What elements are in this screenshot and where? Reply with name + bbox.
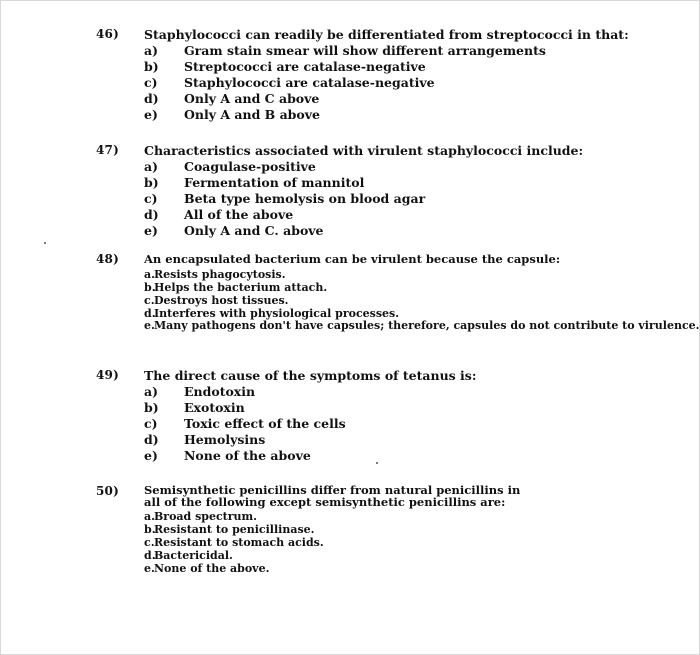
option-d bbox=[144, 91, 319, 106]
option-text: Only A and C above bbox=[184, 91, 320, 106]
option-text: Broad spectrum. bbox=[154, 510, 258, 523]
option-a bbox=[144, 268, 286, 281]
question-number: 48) bbox=[96, 252, 119, 266]
option-label: c) bbox=[144, 191, 158, 206]
option-label: e) bbox=[144, 448, 158, 463]
option-text: Toxic effect of the cells bbox=[184, 416, 346, 431]
option-b bbox=[144, 175, 364, 190]
option-text: Resists phagocytosis. bbox=[154, 268, 286, 281]
question-text: Staphylococci can readily be differentiated from streptococci in that: bbox=[144, 27, 629, 42]
question-number: 47) bbox=[96, 143, 119, 157]
question-number: 50) bbox=[96, 484, 119, 498]
question-text: Semisynthetic penicillins differ from natural penicillins in all of the following except semisynthetic penicillins are: bbox=[144, 483, 521, 509]
option-d bbox=[144, 432, 265, 447]
option-b bbox=[144, 281, 327, 294]
option-e bbox=[144, 562, 269, 575]
option-text: Beta type hemolysis on blood agar bbox=[184, 191, 426, 206]
option-label: d) bbox=[144, 432, 159, 447]
option-label: d) bbox=[144, 207, 159, 222]
option-label: b. bbox=[144, 281, 156, 294]
option-b bbox=[144, 400, 245, 415]
option-text: Fermentation of mannitol bbox=[184, 175, 365, 190]
scan-speck bbox=[376, 462, 378, 464]
option-text: Gram stain smear will show different arrangements bbox=[184, 43, 546, 58]
option-text: None of the above bbox=[184, 448, 311, 463]
option-text: Bactericidal. bbox=[154, 549, 233, 562]
option-a bbox=[144, 159, 316, 174]
option-a bbox=[144, 510, 257, 523]
option-label: b) bbox=[144, 175, 159, 190]
option-text: Exotoxin bbox=[184, 400, 245, 415]
option-label: c. bbox=[144, 294, 155, 307]
option-d bbox=[144, 549, 233, 562]
option-text: Destroys host tissues. bbox=[154, 294, 289, 307]
option-label: d. bbox=[144, 307, 156, 320]
option-text: All of the above bbox=[184, 207, 294, 222]
option-text: Coagulase-positive bbox=[184, 159, 316, 174]
option-label: e) bbox=[144, 223, 158, 238]
option-e bbox=[144, 319, 700, 332]
option-text: Helps the bacterium attach. bbox=[154, 281, 328, 294]
option-text: Endotoxin bbox=[184, 384, 256, 399]
option-c bbox=[144, 75, 435, 90]
option-c bbox=[144, 191, 425, 206]
option-label: c. bbox=[144, 536, 155, 549]
option-label: a) bbox=[144, 159, 159, 174]
option-b bbox=[144, 523, 315, 536]
option-text: Only A and B above bbox=[184, 107, 320, 122]
option-label: a) bbox=[144, 43, 159, 58]
option-label: b) bbox=[144, 400, 159, 415]
option-label: a) bbox=[144, 384, 159, 399]
option-label: c) bbox=[144, 75, 158, 90]
option-a bbox=[144, 43, 546, 58]
option-label: d. bbox=[144, 549, 156, 562]
option-text: Resistant to penicillinase. bbox=[154, 523, 315, 536]
scan-speck bbox=[44, 242, 46, 244]
option-c bbox=[144, 536, 324, 549]
question-text: An encapsulated bacterium can be virulent because the capsule: bbox=[144, 252, 561, 266]
option-c bbox=[144, 416, 346, 431]
option-label: e) bbox=[144, 107, 158, 122]
option-label: c) bbox=[144, 416, 158, 431]
option-text: Staphylococci are catalase-negative bbox=[184, 75, 435, 90]
question-number: 46) bbox=[96, 27, 119, 41]
option-text: Resistant to stomach acids. bbox=[154, 536, 324, 549]
question-number: 49) bbox=[96, 368, 119, 382]
question-text: The direct cause of the symptoms of tetanus is: bbox=[144, 368, 477, 383]
option-label: e. bbox=[144, 562, 155, 575]
option-b bbox=[144, 59, 426, 74]
option-label: d) bbox=[144, 91, 159, 106]
option-text: Interferes with physiological processes. bbox=[154, 307, 400, 320]
option-c bbox=[144, 294, 288, 307]
option-text: Many pathogens don't have capsules; therefore, capsules do not contribute to virulence. bbox=[154, 319, 700, 332]
option-e bbox=[144, 448, 311, 463]
option-label: a. bbox=[144, 510, 155, 523]
question-text: Characteristics associated with virulent staphylococci include: bbox=[144, 143, 584, 158]
option-label: a. bbox=[144, 268, 155, 281]
option-label: b. bbox=[144, 523, 156, 536]
option-e bbox=[144, 223, 324, 238]
option-text: Streptococci are catalase-negative bbox=[184, 59, 426, 74]
option-text: Only A and C. above bbox=[184, 223, 324, 238]
option-d bbox=[144, 207, 293, 222]
option-a bbox=[144, 384, 255, 399]
option-text: None of the above. bbox=[154, 562, 270, 575]
option-label: e. bbox=[144, 319, 155, 332]
option-label: b) bbox=[144, 59, 159, 74]
option-e bbox=[144, 107, 320, 122]
option-text: Hemolysins bbox=[184, 432, 266, 447]
